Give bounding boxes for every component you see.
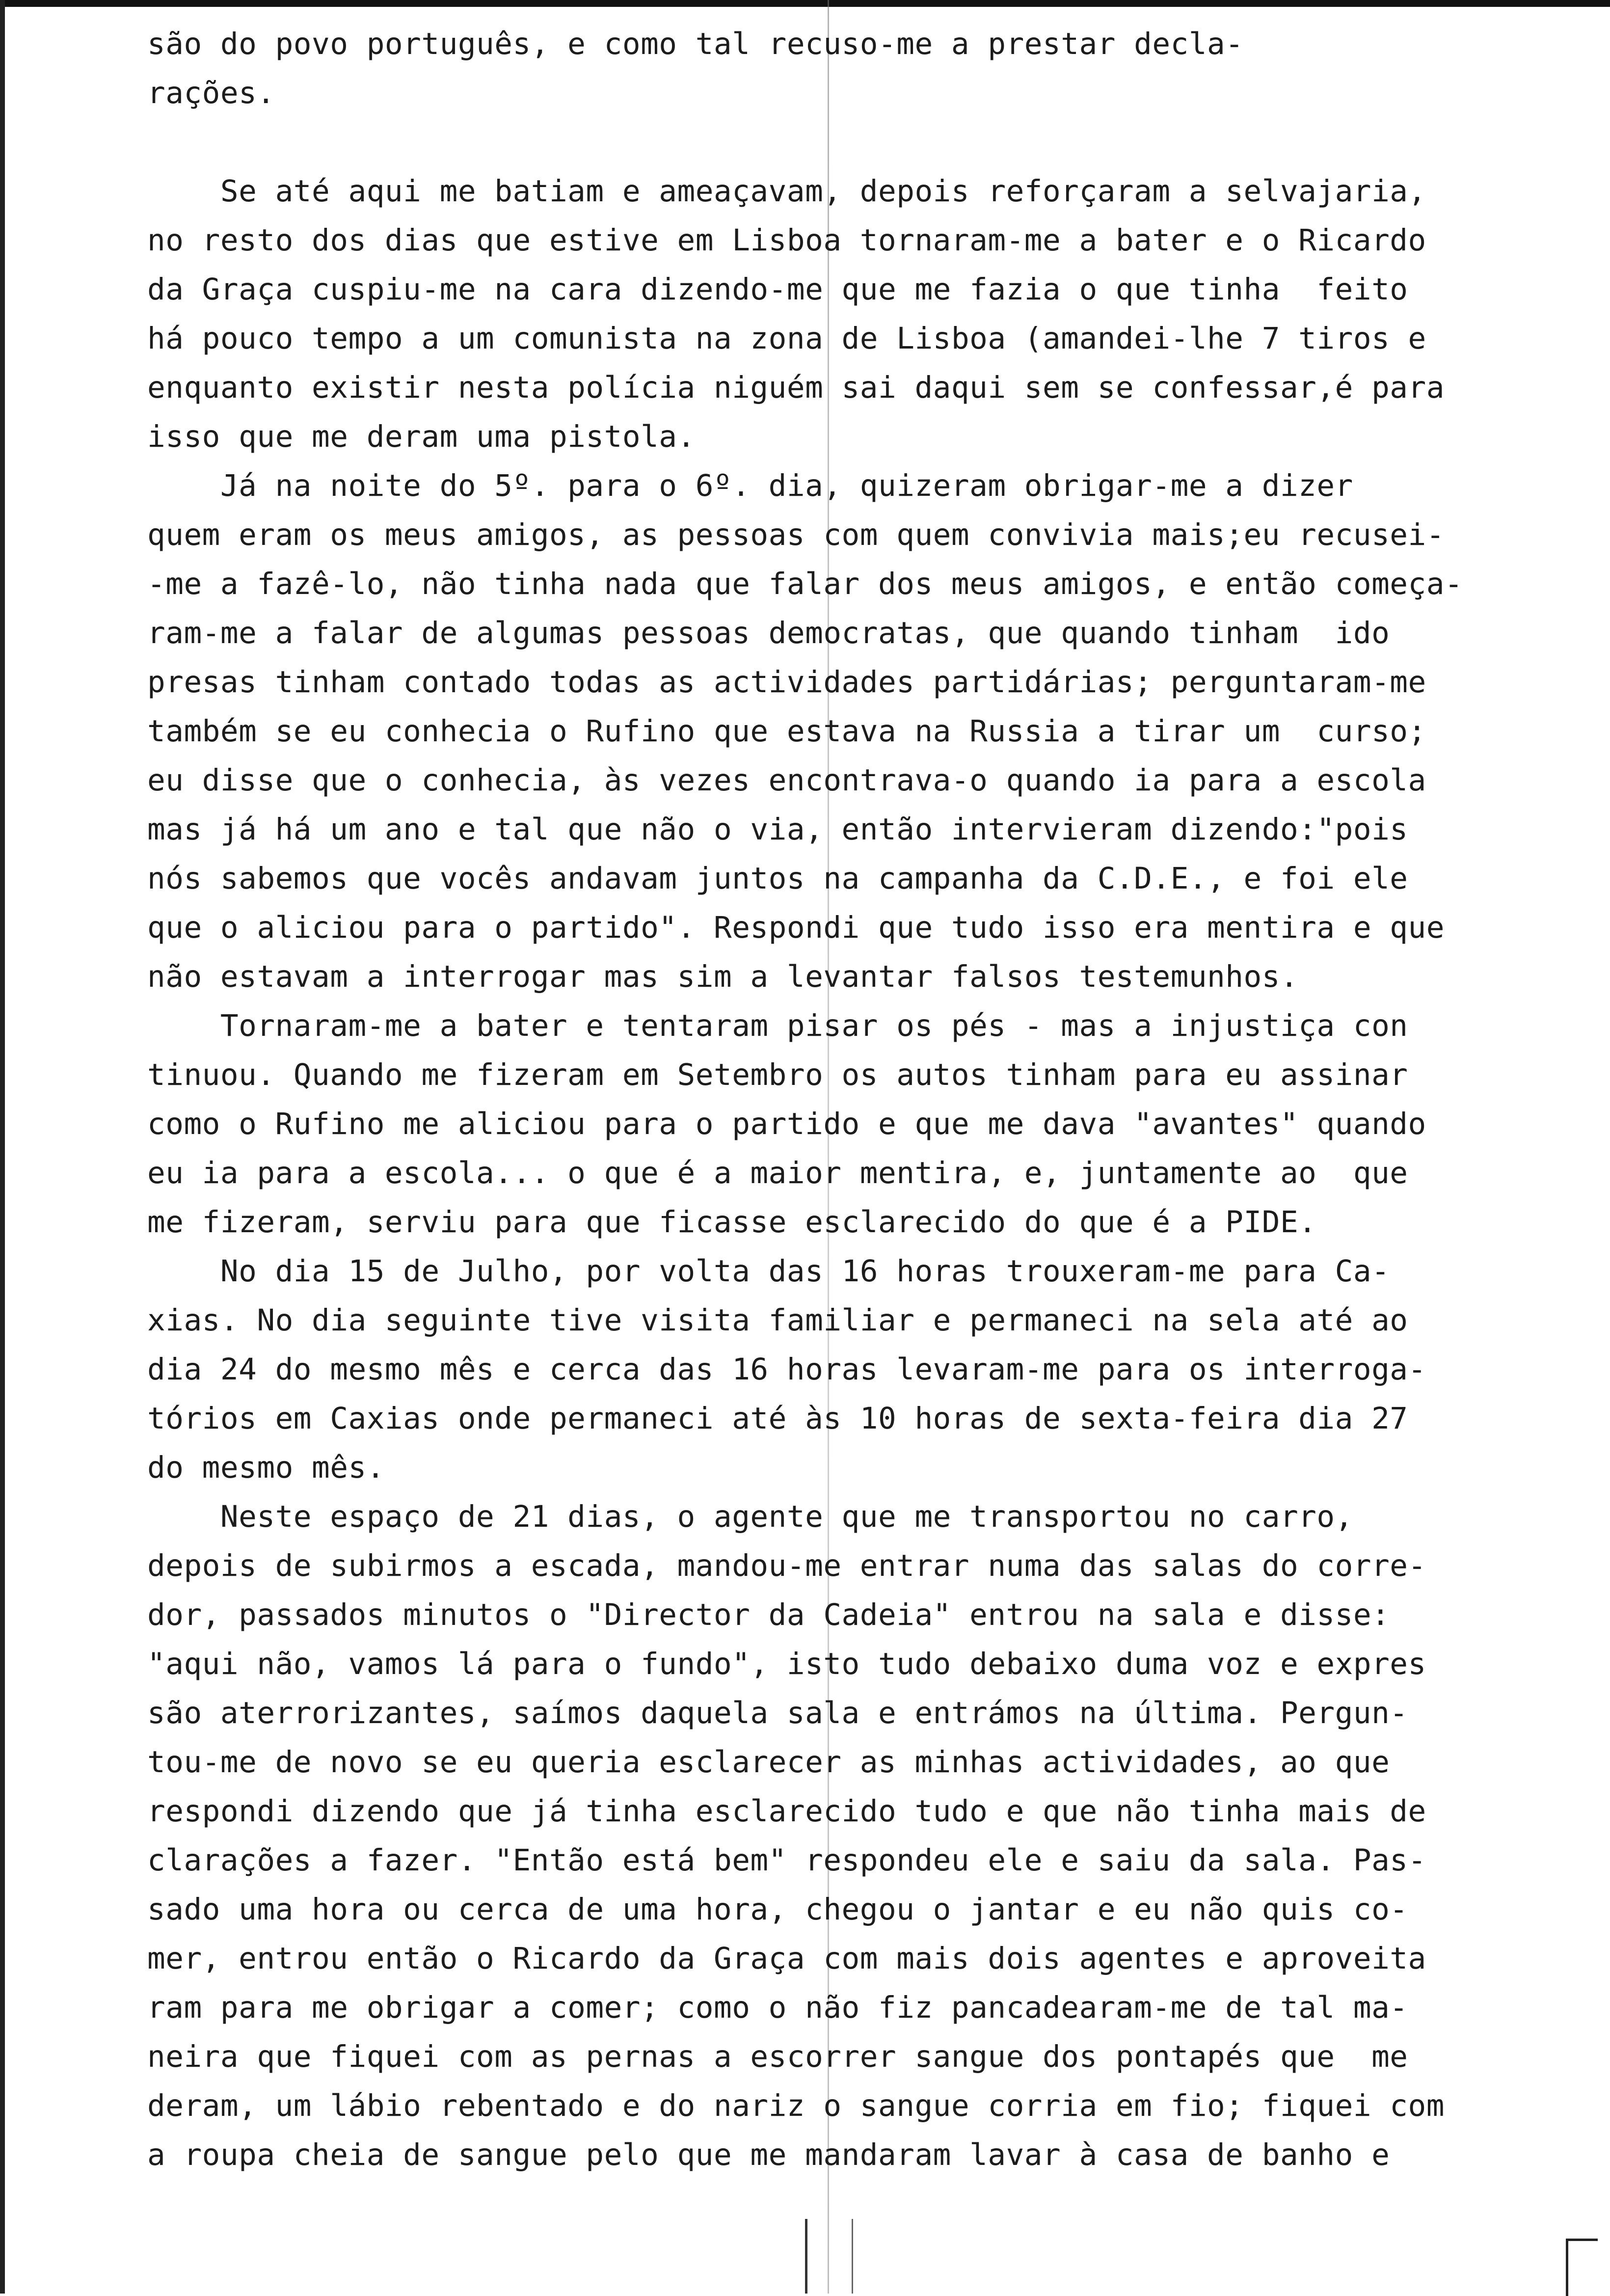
text-line: respondi dizendo que já tinha esclarecido tudo e que não tinha mais de	[147, 1794, 1426, 1829]
text-line: da Graça cuspiu-me na cara dizendo-me que me fazia o que tinha feito	[147, 272, 1408, 307]
text-line: -me a fazê-lo, não tinha nada que falar dos meus amigos, e então começa-	[147, 567, 1463, 601]
text-line: ram-me a falar de algumas pessoas democratas, que quando tinham ido	[147, 616, 1390, 650]
text-line: do mesmo mês.	[147, 1450, 385, 1485]
text-line: tórios em Caxias onde permaneci até às 10 horas de sexta-feira dia 27	[147, 1401, 1408, 1436]
text-line: enquanto existir nesta polícia niguém sai daqui sem se confessar,é para	[147, 370, 1445, 405]
text-line: clarações a fazer. "Então está bem" respondeu ele e saiu da sala. Pas-	[147, 1843, 1426, 1878]
text-line: me fizeram, serviu para que ficasse esclarecido do que é a PIDE.	[147, 1205, 1317, 1240]
text-line: dor, passados minutos o "Director da Cadeia" entrou na sala e disse:	[147, 1597, 1390, 1632]
text-line: tou-me de novo se eu queria esclarecer as minhas actividades, ao que	[147, 1745, 1390, 1780]
text-line: ram para me obrigar a comer; como o não fiz pancadearam-me de tal ma-	[147, 1990, 1408, 2025]
text-line: também se eu conhecia o Rufino que estava na Russia a tirar um curso;	[147, 714, 1426, 749]
text-line: no resto dos dias que estive em Lisboa tornaram-me a bater e o Ricardo	[147, 223, 1426, 258]
text-line: xias. No dia seguinte tive visita familiar e permaneci na sela até ao	[147, 1303, 1408, 1338]
text-line: sado uma hora ou cerca de uma hora, chegou o jantar e eu não quis co-	[147, 1892, 1408, 1927]
text-line: No dia 15 de Julho, por volta das 16 horas trouxeram-me para Ca-	[147, 1254, 1390, 1289]
text-line: dia 24 do mesmo mês e cerca das 16 horas levaram-me para os interroga-	[147, 1352, 1426, 1387]
text-line: "aqui não, vamos lá para o fundo", isto tudo debaixo duma voz e expres	[147, 1647, 1426, 1681]
text-line: depois de subirmos a escada, mandou-me entrar numa das salas do corre-	[147, 1548, 1426, 1583]
text-line: são aterrorizantes, saímos daquela sala e entrámos na última. Pergun-	[147, 1696, 1408, 1730]
document-body	[147, 20, 1581, 2180]
text-line: como o Rufino me aliciou para o partido e que me dava "avantes" quando	[147, 1107, 1426, 1141]
text-line: mer, entrou então o Ricardo da Graça com mais dois agentes e aproveita	[147, 1941, 1426, 1976]
text-line: eu ia para a escola... o que é a maior mentira, e, juntamente ao que	[147, 1156, 1408, 1190]
text-line: Neste espaço de 21 dias, o agente que me transportou no carro,	[147, 1499, 1353, 1534]
scan-binding-mark	[805, 2219, 853, 2294]
text-line: rações.	[147, 76, 275, 110]
text-line: nós sabemos que vocês andavam juntos na campanha da C.D.E., e foi ele	[147, 861, 1408, 896]
text-line: a roupa cheia de sangue pelo que me mandaram lavar à casa de banho e	[147, 2137, 1390, 2172]
text-line: são do povo português, e como tal recuso-me a prestar decla-	[147, 27, 1244, 61]
text-line: Se até aqui me batiam e ameaçavam, depois reforçaram a selvajaria,	[147, 174, 1426, 209]
text-line: Tornaram-me a bater e tentaram pisar os pés - mas a injustiça con	[147, 1008, 1408, 1043]
text-line: tinuou. Quando me fizeram em Setembro os autos tinham para eu assinar	[147, 1057, 1408, 1092]
text-line: mas já há um ano e tal que não o via, então intervieram dizendo:"pois	[147, 812, 1408, 847]
scan-corner-mark	[1566, 2239, 1598, 2296]
scan-top-border	[0, 0, 1610, 7]
text-line: neira que fiquei com as pernas a escorrer sangue dos pontapés que me	[147, 2039, 1408, 2074]
scan-left-border	[0, 0, 5, 2294]
blank-line	[147, 118, 1581, 167]
text-line: há pouco tempo a um comunista na zona de Lisboa (amandei-lhe 7 tiros e	[147, 321, 1426, 356]
text-line: isso que me deram uma pistola.	[147, 419, 696, 454]
text-line: Já na noite do 5º. para o 6º. dia, quizeram obrigar-me a dizer	[147, 468, 1353, 503]
text-line: não estavam a interrogar mas sim a levantar falsos testemunhos.	[147, 959, 1299, 994]
text-line: quem eram os meus amigos, as pessoas com quem convivia mais;eu recusei-	[147, 517, 1445, 552]
text-line: deram, um lábio rebentado e do nariz o sangue corria em fio; fiquei com	[147, 2088, 1445, 2123]
text-line: eu disse que o conhecia, às vezes encontrava-o quando ia para a escola	[147, 763, 1426, 798]
text-line: que o aliciou para o partido". Respondi que tudo isso era mentira e que	[147, 910, 1445, 945]
text-line: presas tinham contado todas as actividades partidárias; perguntaram-me	[147, 665, 1426, 700]
